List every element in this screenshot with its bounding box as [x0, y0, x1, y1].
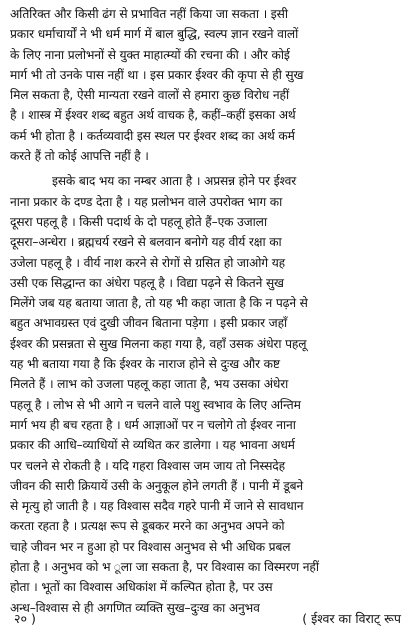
- text-line: अन्ध–विश्वास से ही अगणित व्यक्ति सुख–दुःख का अनुभव: [10, 600, 260, 615]
- text-line: कर्म भी होता है । कर्तव्यवादी इस स्थल पर ईश्वर शब्द का अर्थ कर्म: [10, 128, 295, 143]
- paragraph-2: [10, 171, 401, 618]
- page-number: २० ): [14, 611, 36, 626]
- text-line: करते हैं तो कोई आपत्ति नहीं है ।: [10, 149, 149, 164]
- text-line: होता है । अनुभव को भ ूला जा सकता है, पर विश्वास का विस्मरण नहीं: [10, 560, 319, 575]
- text-line: पर चलने से रोकती है । यदि गहरा विश्वास जम जाय तो निस्सदेह: [10, 458, 285, 473]
- text-line: दूसरा पहलू है । किसी पदार्थ के दो पहलू होते हैं–एक उजाला: [10, 214, 267, 229]
- text-line: चाहे जीवन भर न हुआ हो पर विश्वास अनुभव से भी अधिक प्रबल: [10, 539, 291, 554]
- text-line: उजेला पहलू है । वीर्य नाश करने से रोगों से ग्रसित हो जाओगे यह: [10, 255, 285, 270]
- text-line: इसके बाद भय का नम्बर आता है । अप्रसन्न होने पर ईश्वर: [52, 174, 297, 189]
- text-line: जीवन की सारी क्रियायें उसी के अनुकूल होने लगती हैं । पानी में डूबने: [10, 478, 304, 493]
- text-line: मार्ग भय ही बच रहता है । धर्म आज्ञाओं पर न चलोगे तो ईश्वर नाना: [10, 417, 296, 432]
- text-line: मार्ग भी तो उनके पास नहीं था । इस प्रकार ईश्वर की कृपा से ही सुख: [10, 67, 304, 82]
- text-line: ईश्वर की प्रसन्नता से सुख मिलना कहा गया है, वहाँ उसक अंधेरा पहलू: [10, 336, 307, 351]
- text-line: नाना प्रकार के दण्ड देता है । यह प्रलोभन वाले उपरोक्त भाग का: [10, 194, 283, 209]
- text-line: होता । भूतों का विश्वास अधिकांश में कल्पित होता है, पर उस: [10, 580, 273, 595]
- text-line: अतिरिक्त और किसी ढंग से प्रभावित नहीं किया जा सकता । इसी: [10, 7, 288, 21]
- text-line: है । शास्त्र में ईश्वर शब्द बहुत अर्थ वाचक है, कहीं–कहीं इसका अर्थ: [10, 108, 296, 123]
- text-line: करता रहता है । प्रत्यक्ष रूप से डूबकर मरने का अनुभव अपने को: [10, 519, 285, 534]
- text-line: यह भी बताया गया है कि ईश्वर के नाराज होने से दुःख और कष्ट: [10, 357, 280, 372]
- text-line: से मृत्यु हो जाती है । यह विश्वास सदैव गहरे पानी में जाने से सावधान: [10, 499, 304, 514]
- text-line: मिल सकता है, ऐसी मान्यता रखने वालों से हमारा कुछ विरोध नहीं: [10, 88, 289, 103]
- text-line: मिलेंगे जब यह बताया जाता है, तो यह भी कहा जाता है कि न पढ़ने से: [10, 296, 308, 311]
- text-line: दूसरा–अन्धेरा । ब्रह्मचर्य रखने से बलवान बनोगे यह वीर्य रक्षा का: [10, 235, 282, 250]
- text-line: प्रकार धर्माचार्यों ने भी धर्म मार्ग में बाल बुद्धि, स्वल्प ज्ञान रखने वालों: [10, 27, 299, 42]
- text-line: प्रकार की आधि–व्याधियों से व्यथित कर डालेगा । यह भावना अधर्म: [10, 438, 295, 453]
- text-line: मिलते हैं । लाभ को उजला पहलू कहा जाता है, भय उसका अंधेरा: [10, 377, 289, 392]
- text-line: उसी एक सिद्धान्त का अंधेरा पहलू है । विद्या पढ़ने से कितने सुख: [10, 275, 284, 290]
- text-line: के लिए नाना प्रलोभनों से युक्त माहात्म्यों की रचना की । और कोई: [10, 47, 290, 62]
- text-line: पहलू है । लोभ से भी आगे न चलने वाले पशु स्वभाव के लिए अन्तिम: [10, 397, 301, 412]
- running-title: ( ईश्वर का विराट् रूप: [302, 611, 401, 626]
- paragraph-1: [10, 4, 401, 166]
- text-line: बहुत अभावग्रस्त एवं दुखी जीवन बिताना पड़ेगा । इसी प्रकार जहाँ: [10, 316, 288, 331]
